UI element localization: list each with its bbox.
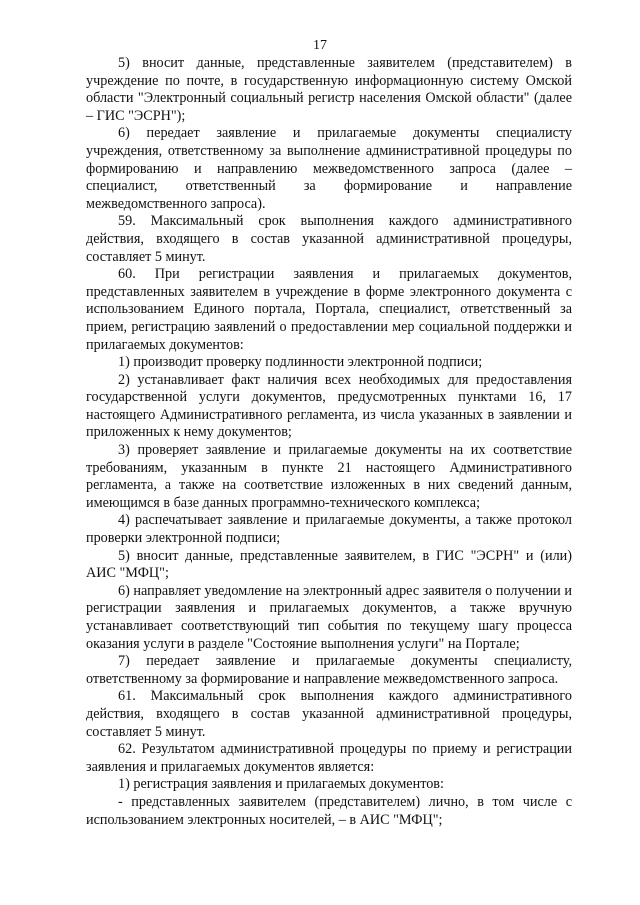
paragraph: 62. Результатом административной процедуры по приему и регистрации заявления и прилагаемых документов является: (86, 741, 572, 775)
paragraph: 6) передает заявление и прилагаемые документы специалисту учреждения, ответственному за выполнение административной процедуры по формированию и направлению межведомственного запроса (далее – специалист, ответственный за формирование и направление межведомственного запроса). (86, 125, 572, 212)
page-number: 17 (313, 38, 327, 53)
paragraph: 1) регистрация заявления и прилагаемых документов: (118, 776, 444, 793)
paragraph: 6) направляет уведомление на электронный адрес заявителя о получении и регистрации заявления и прилагаемых документов, а также вручную устанавливает соответствующий тип события по текущему шагу процесса оказания услуги в разделе "Состояние выполнения услуги" на Портале; (86, 582, 572, 652)
paragraph: 2) устанавливает факт наличия всех необходимых для предоставления государственной услуги документов, предусмотренных пунктами 16, 17 настоящего Административного регламента, из числа указанных в заявлении и приложенных к нему документов; (86, 371, 572, 441)
paragraph: 4) распечатывает заявление и прилагаемые документы, а также протокол проверки электронной подписи; (86, 512, 572, 547)
paragraph: - представленных заявителем (представителем) лично, в том числе с использованием электронных носителей, – в АИС "МФЦ"; (86, 793, 572, 828)
paragraph: 61. Максимальный срок выполнения каждого административного действия, входящего в состав указанной административной процедуры, составляет 5 минут. (86, 688, 572, 740)
paragraph: 7) передает заявление и прилагаемые документы специалисту, ответственному за формирование и направление межведомственного запроса. (86, 653, 572, 687)
paragraph: 59. Максимальный срок выполнения каждого административного действия, входящего в состав указанной административной процедуры, составляет 5 минут. (86, 213, 572, 265)
document-body (86, 55, 572, 829)
paragraph: 5) вносит данные, представленные заявителем, в ГИС "ЭСРН" и (или) АИС "МФЦ"; (86, 547, 572, 582)
paragraph: 60. При регистрации заявления и прилагаемых документов, представленных заявителем в учреждение в форме электронного документа с использованием Единого портала, Портала, специалист, ответственный за прием, регистрацию заявлений о предоставлении мер социальной поддержки и прилагаемых документов: (86, 266, 572, 353)
paragraph: 3) проверяет заявление и прилагаемые документы на их соответствие требованиям, указанным в пункте 21 настоящего Административного регламента, а также на соответствие изложенных в них сведений данным, имеющимся в базе данных программно-технического комплекса; (86, 442, 572, 511)
paragraph: 5) вносит данные, представленные заявителем (представителем) в учреждение по почте, в государственную информационную систему Омской области "Электронный социальный регистр населения Омской области" (далее – ГИС "ЭСРН"); (86, 55, 572, 124)
paragraph: 1) производит проверку подлинности электронной подписи; (118, 354, 483, 371)
